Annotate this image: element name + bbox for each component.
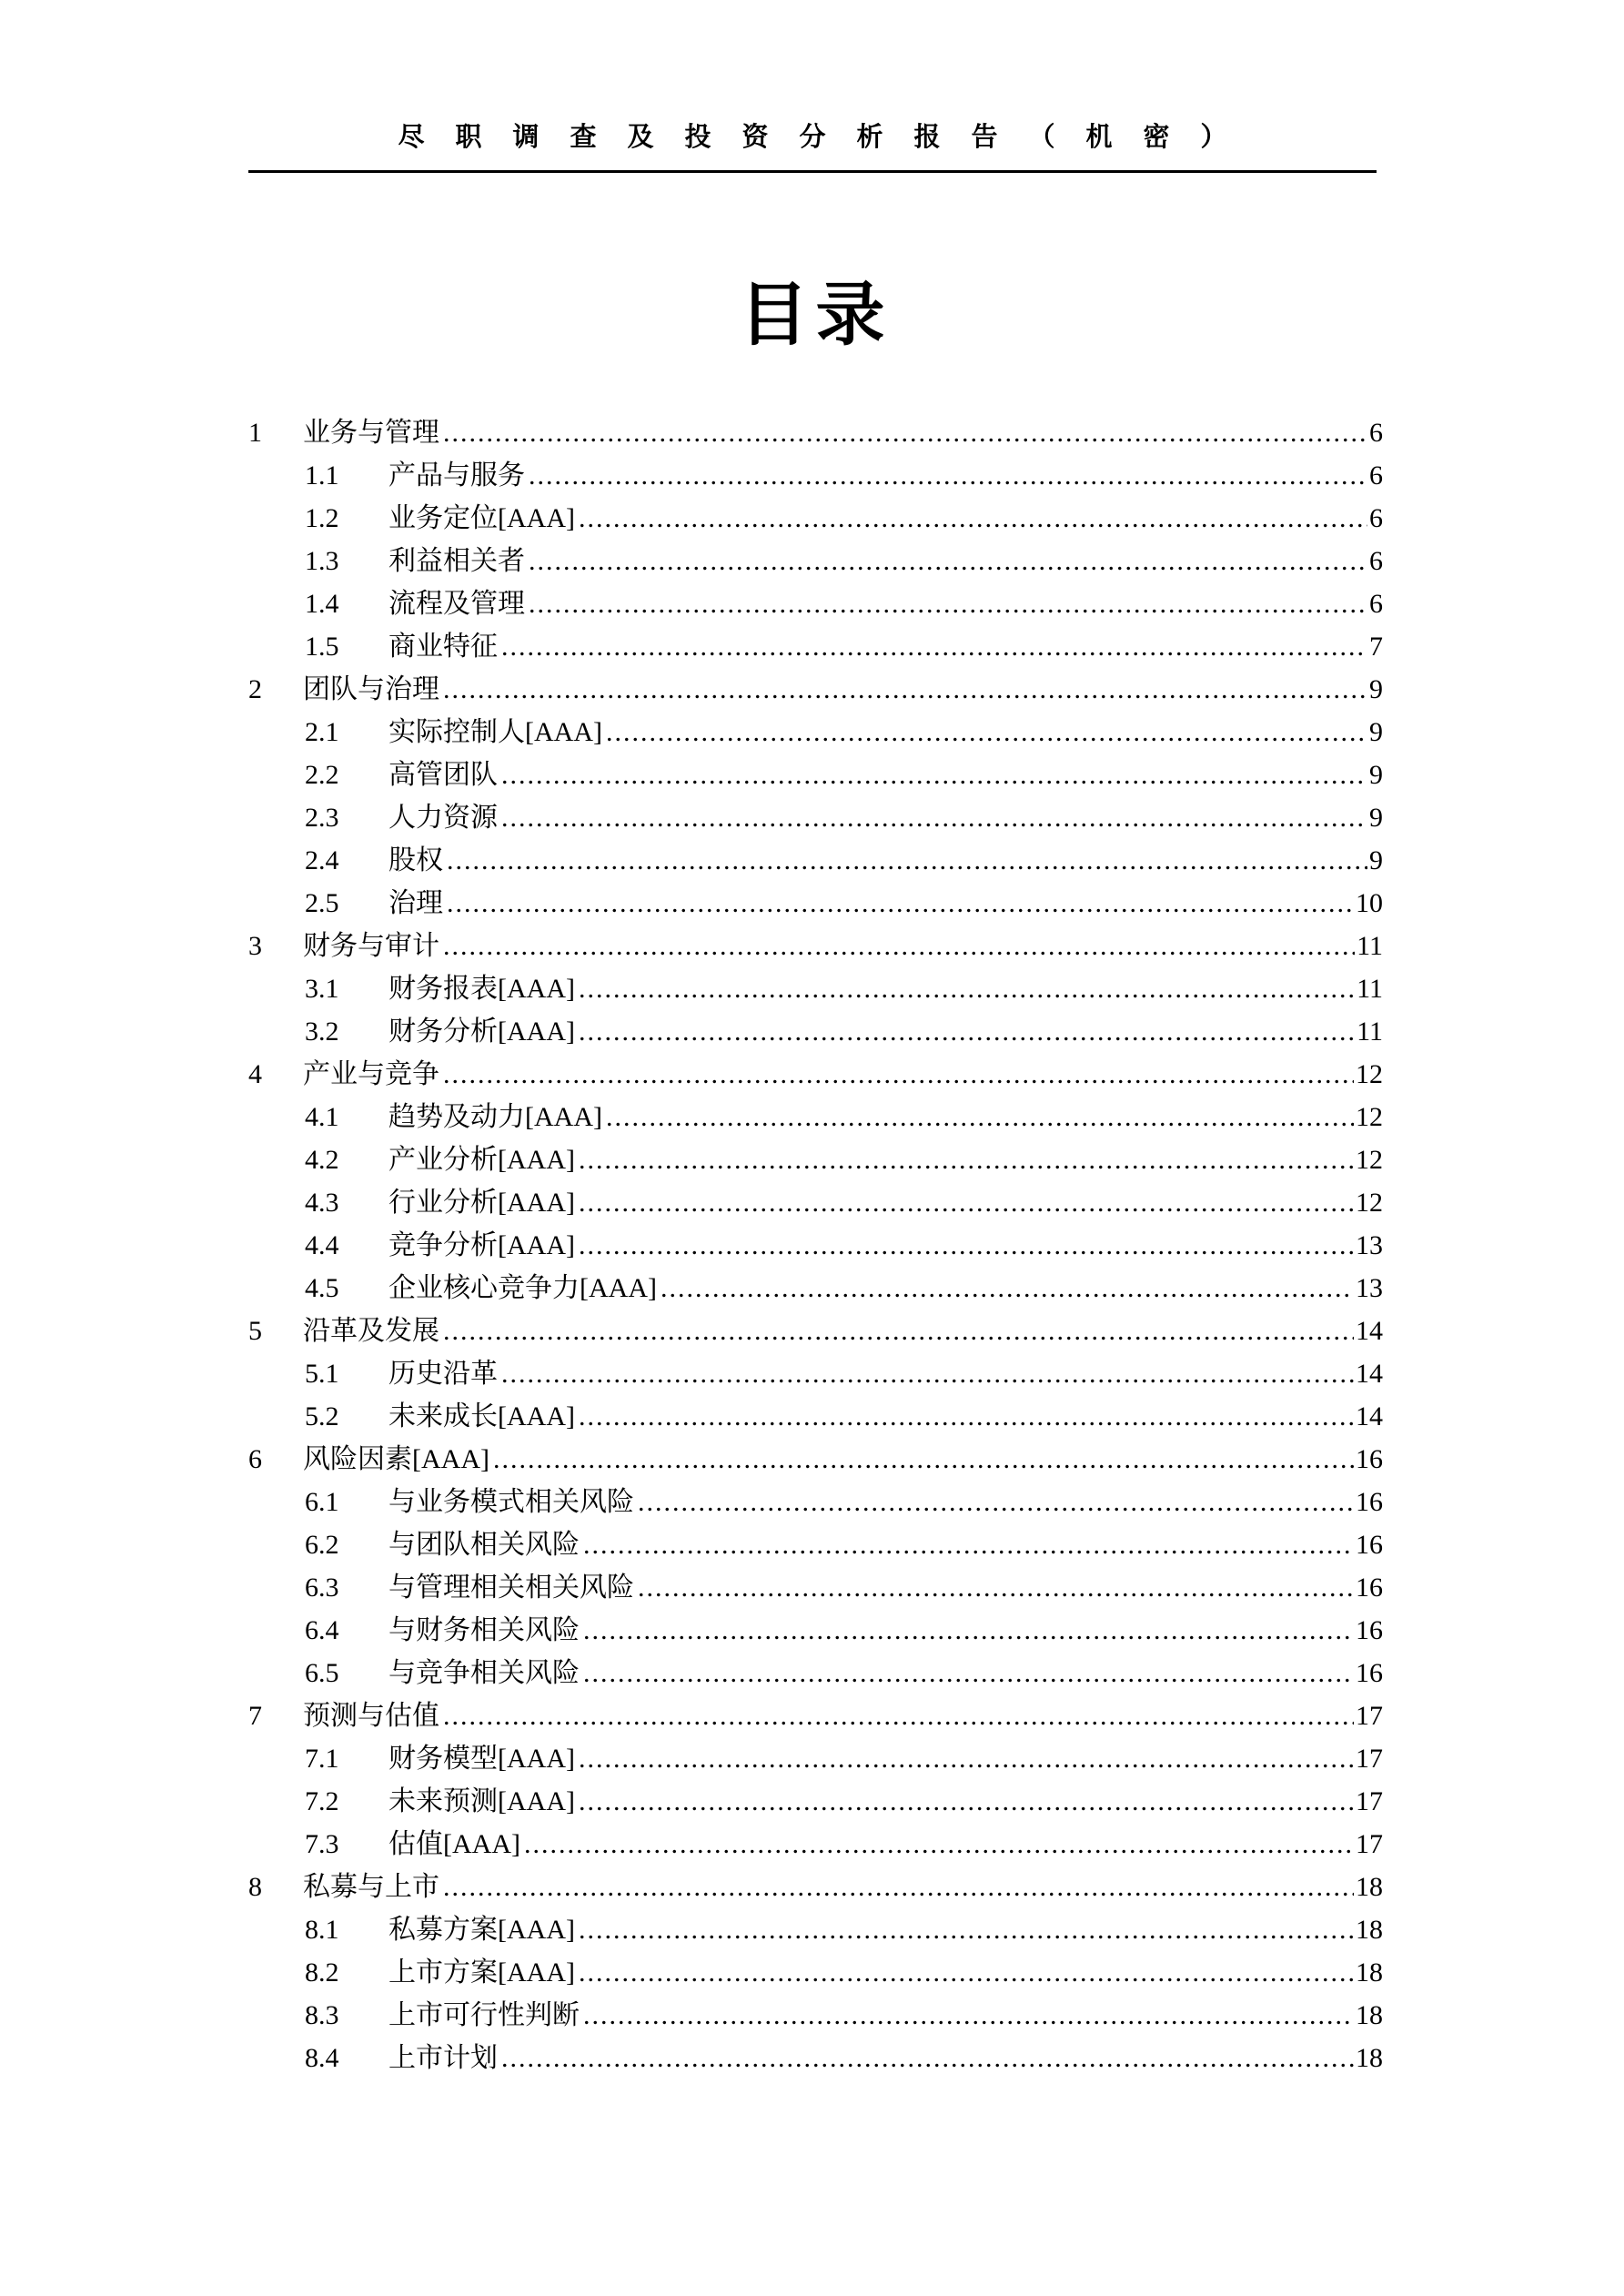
toc-entry-page: 16 [1356,1444,1383,1474]
toc-entry[interactable] [248,1053,1383,1096]
toc-entry-number: 7.3 [305,1829,339,1859]
dot-leader [583,1609,1354,1652]
dot-leader [606,1096,1354,1138]
dot-leader [579,1010,1355,1053]
toc-entry[interactable] [248,1951,1383,1994]
toc-entry-page: 14 [1356,1359,1383,1389]
toc-entry[interactable] [248,497,1383,540]
toc-entry[interactable] [248,925,1383,967]
dot-leader [529,540,1367,582]
toc-entry[interactable] [248,454,1383,497]
toc-entry[interactable] [248,1609,1383,1652]
toc-entry-page: 16 [1356,1615,1383,1645]
toc-entry-title: 财务模型[AAA] [388,1744,575,1774]
toc-entry-title: 与业务模式相关风险 [388,1487,634,1517]
toc-entry-number: 8.4 [305,2043,339,2073]
toc-entry-page: 12 [1356,1102,1383,1132]
toc-entry-title: 私募与上市 [303,1872,439,1902]
toc-entry-title: 与团队相关风险 [388,1530,580,1560]
toc-entry-page: 18 [1356,2043,1383,2073]
dot-leader [443,1866,1354,1908]
toc-entry-title: 竞争分析[AAA] [388,1230,575,1260]
dot-leader [443,668,1367,711]
toc-entry-number: 6.4 [305,1615,339,1645]
toc-entry-title: 上市计划 [388,2043,498,2073]
toc-entry-title: 与竞争相关风险 [388,1658,580,1688]
toc-entry-number: 6.2 [305,1530,339,1560]
toc-entry-title: 产业与竞争 [303,1059,439,1089]
toc-entry[interactable] [248,1438,1383,1481]
toc-entry-number: 5 [248,1316,262,1346]
toc-entry-number: 8.2 [305,1957,339,1988]
toc-entry-page: 16 [1356,1487,1383,1517]
toc-entry-number: 2 [248,674,262,704]
dot-leader [501,2037,1354,2079]
toc-entry-title: 风险因素[AAA] [303,1444,489,1474]
dot-leader [529,454,1367,497]
toc-entry-number: 6.3 [305,1573,339,1603]
toc-entry-number: 1.4 [305,589,339,619]
toc-entry-title: 历史沿革 [388,1359,498,1389]
toc-entry-page: 13 [1356,1273,1383,1303]
toc-entry-page: 16 [1356,1573,1383,1603]
toc-entry[interactable] [248,1737,1383,1780]
dot-leader [447,839,1367,882]
toc-entry[interactable] [248,1823,1383,1866]
toc-entry[interactable] [248,1395,1383,1438]
toc-entry[interactable] [248,1780,1383,1823]
toc-entry-number: 7.2 [305,1786,339,1816]
dot-leader [501,1352,1354,1395]
toc-entry-number: 4.3 [305,1188,339,1218]
toc-entry[interactable] [248,796,1383,839]
dot-leader [583,1652,1354,1694]
toc-entry-number: 4.1 [305,1102,339,1132]
toc-entry-number: 7.1 [305,1744,339,1774]
toc-entry-number: 8 [248,1872,262,1902]
toc-entry[interactable] [248,1694,1383,1737]
dot-leader [443,925,1355,967]
toc-entry-title: 行业分析[AAA] [388,1188,575,1218]
toc-entry-number: 6.1 [305,1487,339,1517]
toc-entry[interactable] [248,882,1383,925]
toc-entry-page: 11 [1357,974,1383,1004]
toc-entry-page: 6 [1369,418,1383,448]
toc-entry-page: 9 [1369,845,1383,875]
toc-entry[interactable] [248,839,1383,882]
toc-entry-page: 16 [1356,1658,1383,1688]
toc-entry-number: 3 [248,931,262,961]
dot-leader [606,711,1367,754]
toc-entry[interactable] [248,1908,1383,1951]
toc-entry-number: 3.1 [305,974,339,1004]
toc-entry-title: 上市可行性判断 [388,2000,580,2030]
toc-entry-title: 沿革及发展 [303,1316,439,1346]
toc-entry-page: 9 [1369,760,1383,790]
dot-leader [579,1908,1354,1951]
toc-entry[interactable] [248,625,1383,668]
toc-entry-title: 与管理相关相关风险 [388,1573,634,1603]
toc-entry-number: 6.5 [305,1658,339,1688]
toc-entry-title: 股权 [388,845,443,875]
toc-entry-number: 4.5 [305,1273,339,1303]
toc-entry-page: 12 [1356,1145,1383,1175]
toc-entry-title: 财务与审计 [303,931,439,961]
dot-leader [501,754,1367,796]
toc-entry[interactable] [248,1138,1383,1181]
toc-list [248,411,1383,2079]
toc-entry-page: 18 [1356,1915,1383,1945]
toc-entry[interactable] [248,1566,1383,1609]
toc-entry-page: 12 [1356,1059,1383,1089]
toc-entry-title: 趋势及动力[AAA] [388,1102,602,1132]
toc-entry-title: 未来预测[AAA] [388,1786,575,1816]
toc-entry-number: 4.2 [305,1145,339,1175]
toc-entry[interactable] [248,1224,1383,1267]
toc-entry-number: 2.3 [305,803,339,833]
dot-leader [501,796,1367,839]
toc-entry-title: 人力资源 [388,803,498,833]
toc-entry-page: 14 [1356,1401,1383,1431]
toc-entry[interactable] [248,411,1383,454]
toc-entry-page: 11 [1357,931,1383,961]
toc-entry[interactable] [248,1010,1383,1053]
toc-entry-title: 商业特征 [388,632,498,662]
toc-entry-page: 9 [1369,803,1383,833]
dot-leader [524,1823,1354,1866]
toc-entry-number: 2.5 [305,888,339,918]
toc-entry-page: 18 [1356,2000,1383,2030]
toc-entry-title: 私募方案[AAA] [388,1915,575,1945]
toc-entry-title: 高管团队 [388,760,498,790]
toc-entry-page: 17 [1356,1829,1383,1859]
toc-entry-page: 18 [1356,1872,1383,1902]
toc-entry-title: 与财务相关风险 [388,1615,580,1645]
toc-entry-number: 2.4 [305,845,339,875]
toc-entry-title: 财务分析[AAA] [388,1017,575,1047]
dot-leader [579,1138,1354,1181]
dot-leader [443,1310,1354,1352]
toc-entry-number: 7 [248,1701,262,1731]
dot-leader [579,497,1367,540]
toc-entry[interactable] [248,1310,1383,1352]
toc-entry-page: 17 [1356,1744,1383,1774]
toc-entry[interactable] [248,1352,1383,1395]
toc-entry[interactable] [248,540,1383,582]
dot-leader [493,1438,1354,1481]
dot-leader [579,1737,1354,1780]
toc-entry-page: 12 [1356,1188,1383,1218]
toc-entry[interactable] [248,1994,1383,2037]
toc-entry[interactable] [248,1096,1383,1138]
toc-entry-page: 6 [1369,546,1383,576]
toc-entry-page: 18 [1356,1957,1383,1988]
toc-entry-page: 7 [1369,632,1383,662]
toc-entry-page: 11 [1357,1017,1383,1047]
toc-entry-page: 14 [1356,1316,1383,1346]
toc-entry-page: 17 [1356,1786,1383,1816]
toc-entry-title: 上市方案[AAA] [388,1957,575,1988]
toc-entry-number: 5.1 [305,1359,339,1389]
toc-entry-number: 1.3 [305,546,339,576]
toc-entry-title: 估值[AAA] [388,1829,520,1859]
page-header [248,116,1377,173]
dot-leader [447,882,1354,925]
toc-entry[interactable] [248,1652,1383,1694]
toc-entry-number: 4.4 [305,1230,339,1260]
toc-entry-page: 13 [1356,1230,1383,1260]
toc-entry-title: 流程及管理 [388,589,525,619]
page-header-title: 尽职调查及投资分析报告（机密） [398,123,1258,152]
toc-entry[interactable] [248,2037,1383,2079]
toc-entry[interactable] [248,1523,1383,1566]
toc-entry-title: 业务与管理 [303,418,439,448]
toc-entry-page: 10 [1356,888,1383,918]
toc-entry-title: 团队与治理 [303,674,439,704]
toc-entry-title: 产品与服务 [388,460,525,491]
toc-entry[interactable] [248,1267,1383,1310]
dot-leader [443,1053,1354,1096]
toc-entry-page: 17 [1356,1701,1383,1731]
toc-entry-page: 9 [1369,717,1383,747]
toc-entry[interactable] [248,1181,1383,1224]
toc-entry-title: 实际控制人[AAA] [388,717,602,747]
toc-entry-number: 6 [248,1444,262,1474]
dot-leader [443,1694,1354,1737]
toc-entry-number: 2.1 [305,717,339,747]
toc-entry-number: 3.2 [305,1017,339,1047]
toc-entry[interactable] [248,1481,1383,1523]
toc-entry-title: 产业分析[AAA] [388,1145,575,1175]
toc-entry-title: 财务报表[AAA] [388,974,575,1004]
dot-leader [579,967,1355,1010]
toc-entry-title: 企业核心竞争力[AAA] [388,1273,657,1303]
toc-entry-title: 治理 [388,888,443,918]
toc-entry-page: 16 [1356,1530,1383,1560]
dot-leader [661,1267,1354,1310]
toc-entry[interactable] [248,754,1383,796]
toc-entry-number: 1 [248,418,262,448]
toc-entry[interactable] [248,582,1383,625]
toc-entry-page: 6 [1369,589,1383,619]
dot-leader [583,1994,1354,2037]
toc-entry-number: 8.3 [305,2000,339,2030]
toc-entry-number: 2.2 [305,760,339,790]
toc-entry-number: 1.2 [305,503,339,533]
toc-entry[interactable] [248,668,1383,711]
toc-entry-page: 6 [1369,503,1383,533]
toc-entry-title: 预测与估值 [303,1701,439,1731]
toc-entry-number: 4 [248,1059,262,1089]
toc-entry-title: 业务定位[AAA] [388,503,575,533]
dot-leader [529,582,1367,625]
toc-entry-page: 9 [1369,674,1383,704]
dot-leader [443,411,1367,454]
dot-leader [583,1523,1354,1566]
toc-entry-number: 8.1 [305,1915,339,1945]
dot-leader [579,1780,1354,1823]
toc-entry-title: 未来成长[AAA] [388,1401,575,1431]
dot-leader [579,1181,1354,1224]
dot-leader [579,1395,1354,1438]
dot-leader [579,1224,1354,1267]
toc-entry-title: 利益相关者 [388,546,525,576]
toc-entry[interactable] [248,967,1383,1010]
toc-entry-page: 6 [1369,460,1383,491]
toc-entry-number: 5.2 [305,1401,339,1431]
dot-leader [501,625,1367,668]
toc-entry-number: 1.5 [305,632,339,662]
dot-leader [579,1951,1354,1994]
toc-entry[interactable] [248,1866,1383,1908]
dot-leader [638,1566,1354,1609]
toc-title: 目录 [739,278,893,354]
dot-leader [638,1481,1354,1523]
toc-entry-number: 1.1 [305,460,339,491]
toc-entry[interactable] [248,711,1383,754]
